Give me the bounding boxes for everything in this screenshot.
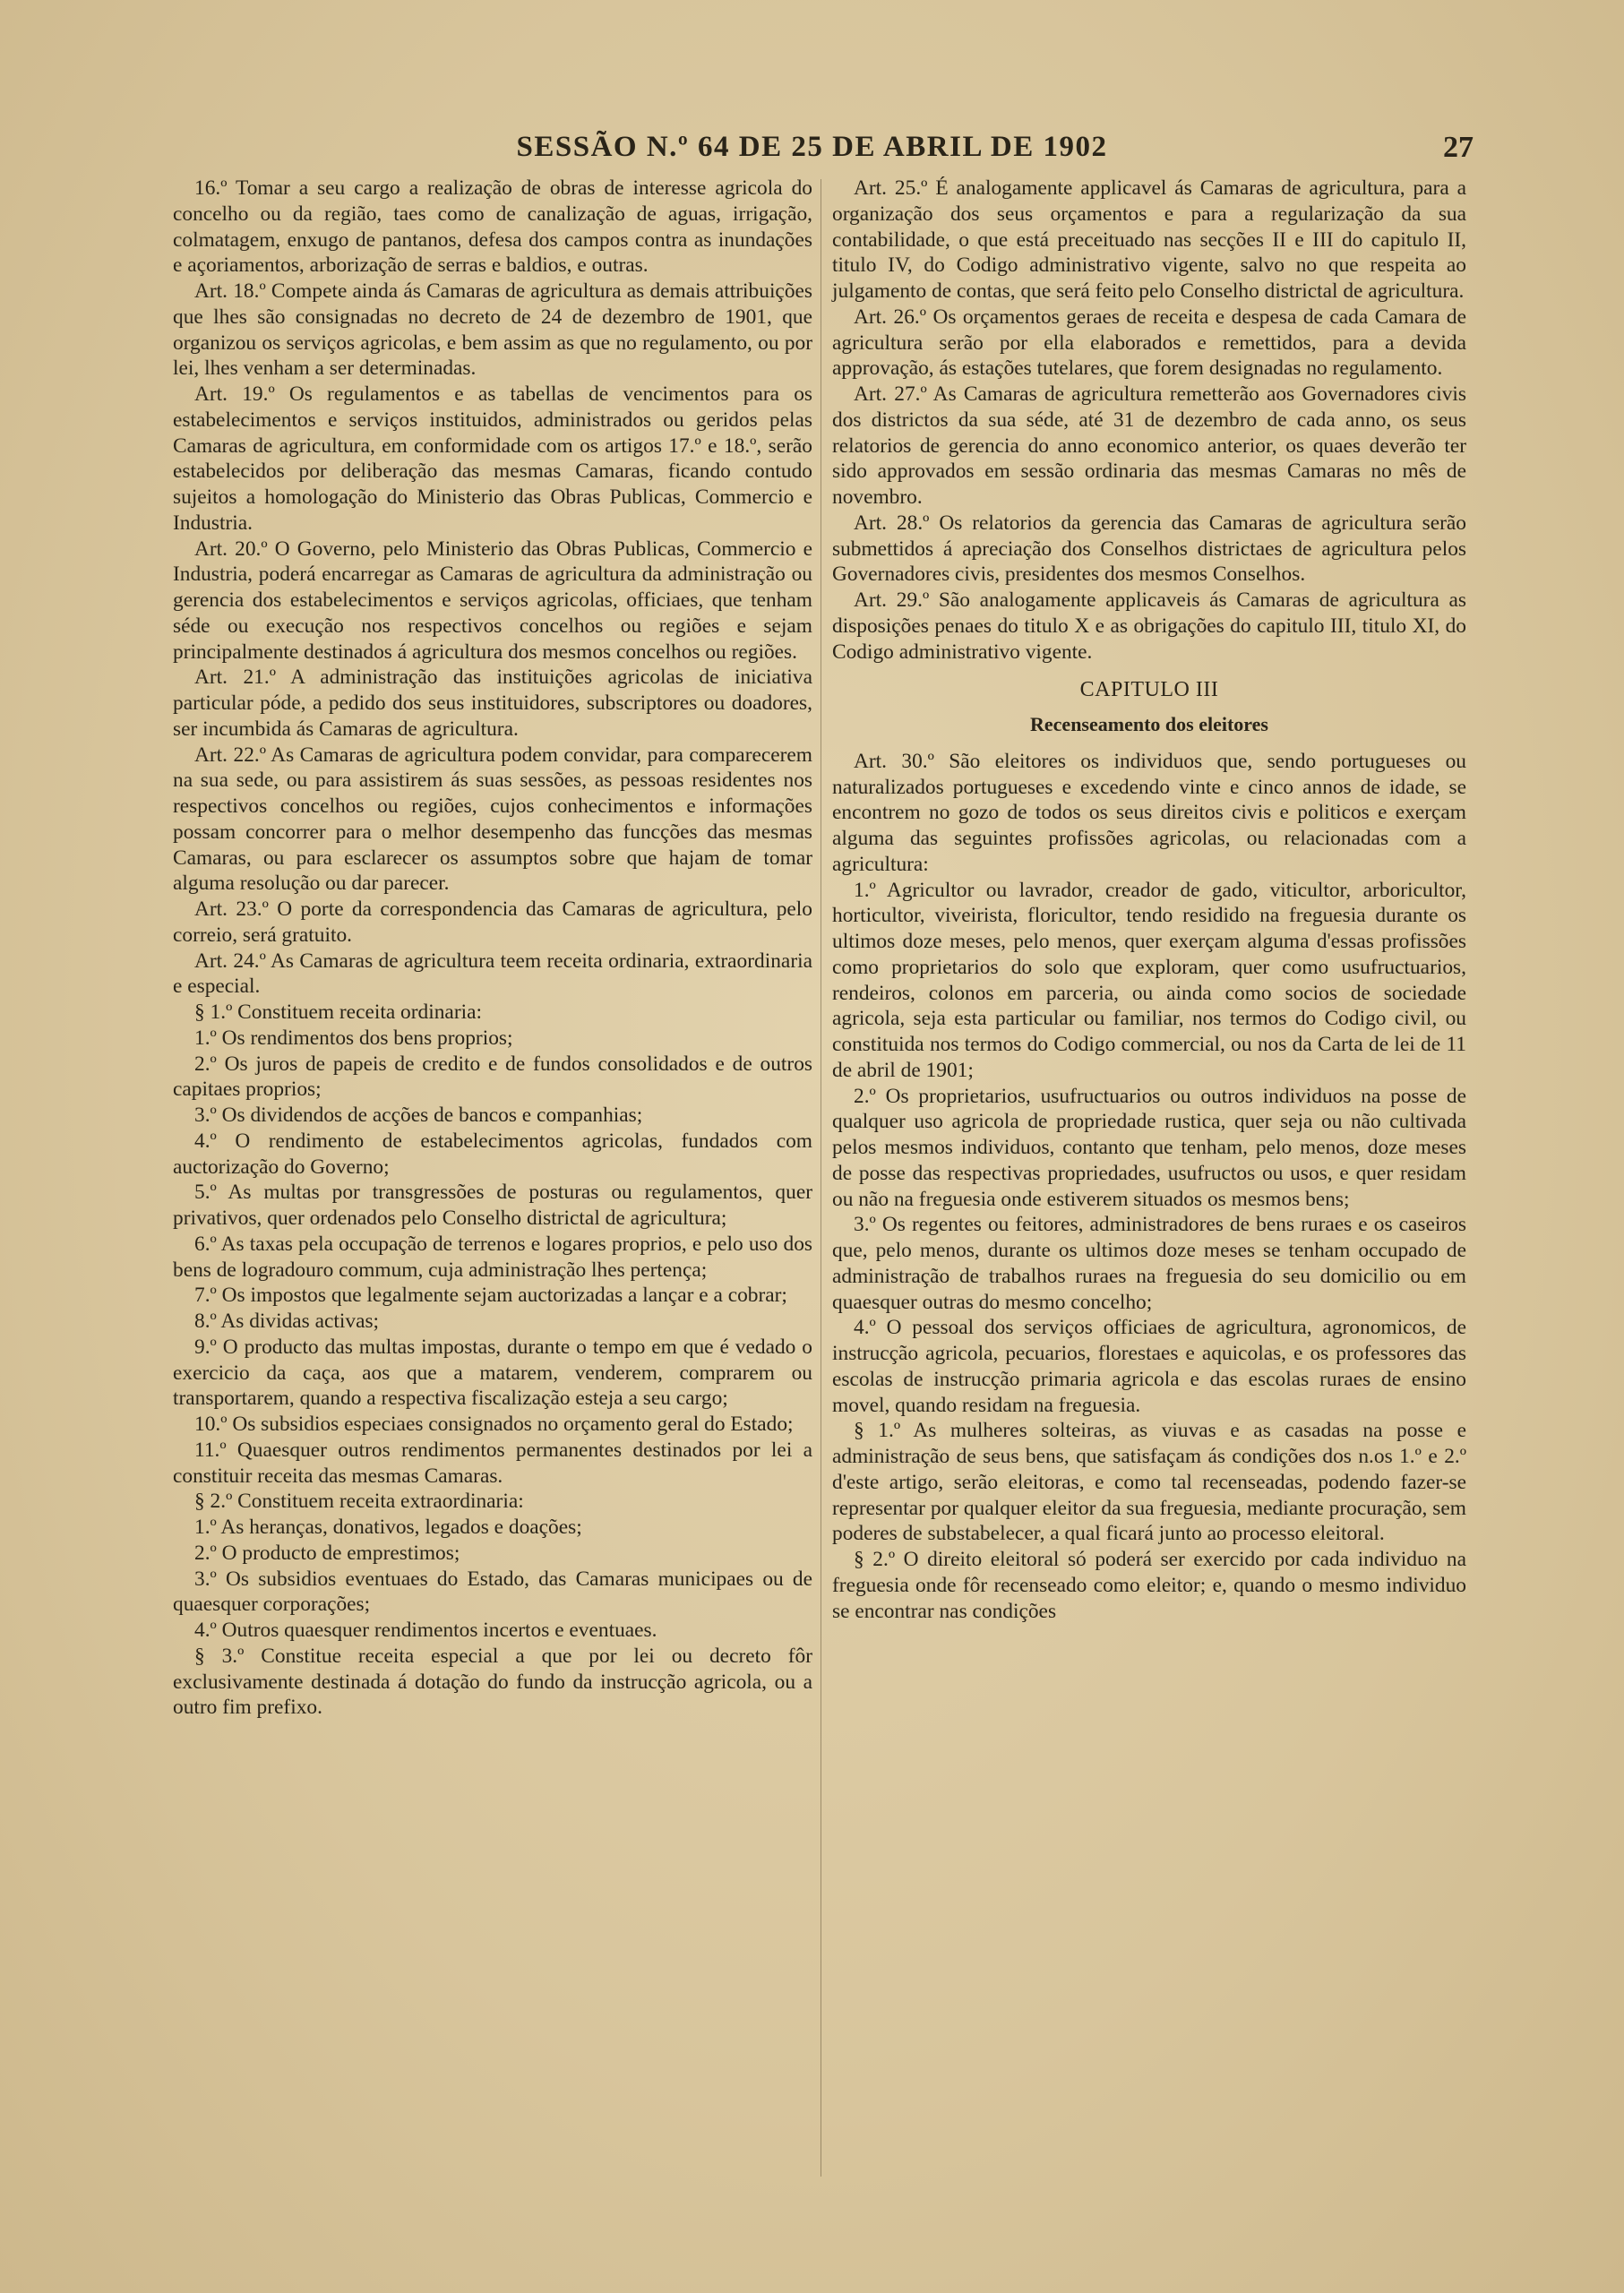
- paragraph: Art. 21.º A administração das instituições agricolas de iniciativa particular póde, a pedido dos seus instituidores, subscriptores ou doadores, ser incumbida ás Camaras de agricultura.: [173, 666, 812, 741]
- paragraph: § 1.º Constituem receita ordinaria:: [194, 1001, 482, 1024]
- paragraph: 16.º Tomar a seu cargo a realização de obras de interesse agricola do concelho ou da região, taes como de canalização de aguas, irrigação, colmatagem, enxugo de pantanos, defesa dos campos contra as inundações e açoriamentos, arborização de serras e baldios, e outras.: [173, 176, 812, 278]
- paragraph: 1.º Agricultor ou lavrador, creador de gado, viticultor, arboricultor, horticultor, viveirista, floricultor, tendo residido na freguesia durante os ultimos doze meses, pelo menos, quer exerçam alguma d'essas profissões como proprietarios do solo que exploram, quer como usufructuarios, rendeiros, colonos em parceria, ou ainda como socios de sociedade agricola, seja esta particular ou familiar, nos termos do Codigo civil, ou constituida nos termos do Codigo commercial, ou nos da Carta de lei de 11 de abril de 1901;: [832, 878, 1466, 1082]
- chapter-heading: CAPITULO III: [1079, 678, 1219, 702]
- paragraph: Art. 25.º É analogamente applicavel ás Camaras de agricultura, para a organização dos seus orçamentos e para a regularização da sua contabilidade, o que está preceituado nas secções II e III do capitulo II, titulo IV, do Codigo administrativo vigente, salvo no que respeita ao julgamento de contas, que será feito pelo Conselho districtal de agricultura.: [832, 176, 1466, 303]
- paragraph: 6.º As taxas pela occupação de terrenos e logares proprios, e pelo uso dos bens de logradouro commum, cuja administração lhes pertença;: [173, 1232, 812, 1282]
- paragraph: Art. 18.º Compete ainda ás Camaras de agricultura as demais attribuições que lhes são consignadas no decreto de 24 de dezembro de 1901, que organizou os serviços agricolas, e bem assim as que no regulamento, ou por lei, lhes venham a ser determinadas.: [173, 279, 812, 381]
- paragraph: 4.º O rendimento de estabelecimentos agricolas, fundados com auctorização do Governo;: [173, 1129, 812, 1179]
- paragraph: 2.º Os proprietarios, usufructuarios ou outros individuos na posse de qualquer uso agricola de propriedade rustica, quer seja ou não cultivada pelos mesmos individuos, contanto que tenham, pelo menos, doze meses de posse das respectivas propriedades, usufructos ou usos, e quer residam ou não na freguesia onde estiverem situados os mesmos bens;: [832, 1084, 1466, 1211]
- header-title: SESSÃO N.º 64 DE 25 DE ABRIL DE 1902: [516, 131, 1108, 163]
- paragraph: 8.º As dividas activas;: [194, 1310, 380, 1333]
- paragraph: Art. 30.º São eleitores os individuos que, sendo portugueses ou naturalizados portugueses e excedendo vinte e cinco annos de idade, se encontrem no gozo de todos os seus direitos civis e politicos e exerçam alguma das seguintes profissões agricolas, ou relacionadas com a agricultura:: [832, 749, 1466, 876]
- paragraph: Art. 26.º Os orçamentos geraes de receita e despesa de cada Camara de agricultura serão por ella elaborados e remettidos, para a devida approvação, ás estações tutelares, que forem designadas no regulamento.: [832, 305, 1466, 381]
- paragraph: 3.º Os regentes ou feitores, administradores de bens ruraes e os caseiros que, pelo menos, durante os ultimos doze meses se tenham occupado de administração de trabalhos ruraes na freguesia do seu domicilio ou em quaesquer outras do mesmo concelho;: [832, 1213, 1466, 1314]
- paragraph: Art. 24.º As Camaras de agricultura teem receita ordinaria, extraordinaria e especial.: [173, 949, 812, 999]
- paragraph: 2.º Os juros de papeis de credito e de fundos consolidados e de outros capitaes proprios;: [173, 1052, 812, 1102]
- running-header: [0, 131, 1624, 167]
- paragraph: Art. 23.º O porte da correspondencia das Camaras de agricultura, pelo correio, será gratuito.: [173, 897, 812, 947]
- left-column: [173, 176, 812, 1721]
- paragraph: 11.º Quaesquer outros rendimentos permanentes destinados por lei a constituir receita das mesmas Camaras.: [173, 1438, 812, 1488]
- paragraph: Art. 27.º As Camaras de agricultura remetterão aos Governadores civis dos districtos da sua séde, até 31 de dezembro de cada anno, os seus relatorios de gerencia do anno economico anterior, os quaes deverão ter sido approvados em sessão ordinaria das mesmas Camaras no mês de novembro.: [832, 382, 1466, 509]
- paragraph: 1.º As heranças, donativos, legados e doações;: [194, 1516, 582, 1539]
- paragraph: 5.º As multas por transgressões de posturas ou regulamentos, quer privativos, quer ordenados pelo Conselho districtal de agricultura;: [173, 1181, 812, 1230]
- page-number: 27: [1443, 131, 1474, 164]
- paragraph: Art. 29.º São analogamente applicaveis ás Camaras de agricultura as disposições penaes do titulo X e as obrigações do capitulo III, titulo XI, do Codigo administrativo vigente.: [832, 588, 1466, 664]
- paragraph: Art. 19.º Os regulamentos e as tabellas de vencimentos para os estabelecimentos e serviços instituidos, administrados ou geridos pelas Camaras de agricultura, em conformidade com os artigos 17.º e 18.º, serão estabelecidos por deliberação das mesmas Camaras, ficando contudo sujeitos a homologação do Ministerio das Obras Publicas, Commercio e Industria.: [173, 382, 812, 535]
- paragraph: 10.º Os subsidios especiaes consignados no orçamento geral do Estado;: [194, 1413, 794, 1436]
- paragraph: 2.º O producto de emprestimos;: [194, 1541, 460, 1565]
- paragraph: 7.º Os impostos que legalmente sejam auctorizadas a lançar e a cobrar;: [194, 1284, 787, 1308]
- paragraph: Art. 22.º As Camaras de agricultura podem convidar, para comparecerem na sua sede, ou para assistirem ás suas sessões, as pessoas residentes nos respectivos concelhos ou regiões, cujos conhecimentos e informações possam concorrer para o melhor desempenho das funcções das mesmas Camaras, ou para esclarecer os assumptos sobre que hajam de tomar alguma resolução ou dar parecer.: [173, 743, 812, 896]
- paragraph: 4.º Outros quaesquer rendimentos incertos e eventuaes.: [194, 1619, 657, 1642]
- paragraph: Art. 20.º O Governo, pelo Ministerio das Obras Publicas, Commercio e Industria, poderá encarregar as Camaras de agricultura da administração ou gerencia dos estabelecimentos e serviços agricolas, officiaes, que tenham séde ou execução nos respectivos concelhos ou regiões e sejam principalmente destinados á agricultura dos mesmos concelhos ou regiões.: [173, 537, 812, 664]
- section-heading: Recenseamento dos eleitores: [1030, 713, 1268, 735]
- paragraph: § 3.º Constitue receita especial a que por lei ou decreto fôr exclusivamente destinada á dotação do fundo da instrucção agricola, ou a outro fim prefixo.: [173, 1644, 812, 1720]
- paragraph: § 2.º O direito eleitoral só poderá ser exercido por cada individuo na freguesia onde fôr recenseado como eleitor; e, quando o mesmo individuo se encontrar nas condições: [832, 1548, 1466, 1623]
- paragraph: 9.º O producto das multas impostas, durante o tempo em que é vedado o exercicio da caça, aos que a matarem, venderem, comprarem ou transportarem, quando a respectiva fiscalização esteja a seu cargo;: [173, 1335, 812, 1411]
- paragraph: Art. 28.º Os relatorios da gerencia das Camaras de agricultura serão submettidos á apreciação dos Conselhos districtaes de agricultura pelos Governadores civis, presidentes dos mesmos Conselhos.: [832, 511, 1466, 587]
- paragraph: § 1.º As mulheres solteiras, as viuvas e as casadas na posse e administração de seus bens, que satisfaçam ás condições dos n.os 1.º e 2.º d'este artigo, serão eleitoras, e como tal recenseadas, podendo fazer-se representar por qualquer eleitor da sua freguesia, mediante procuração, sem poderes de substabelecer, a qual ficará junto ao processo eleitoral.: [832, 1419, 1466, 1546]
- paragraph: 3.º Os subsidios eventuaes do Estado, das Camaras municipaes ou de quaesquer corporações;: [173, 1567, 812, 1617]
- right-column: [832, 176, 1466, 1624]
- paragraph: § 2.º Constituem receita extraordinaria:: [194, 1490, 524, 1514]
- paragraph: 4.º O pessoal dos serviços officiaes de agricultura, agronomicos, de instrucção agricola, pecuarios, florestaes e aquicolas, e os professores das escolas de instrucção primaria agricola e das escolas ruraes de ensino movel, quando residam na freguesia.: [832, 1316, 1466, 1417]
- paragraph: 3.º Os dividendos de acções de bancos e companhias;: [194, 1104, 643, 1127]
- paragraph: 1.º Os rendimentos dos bens proprios;: [194, 1026, 513, 1050]
